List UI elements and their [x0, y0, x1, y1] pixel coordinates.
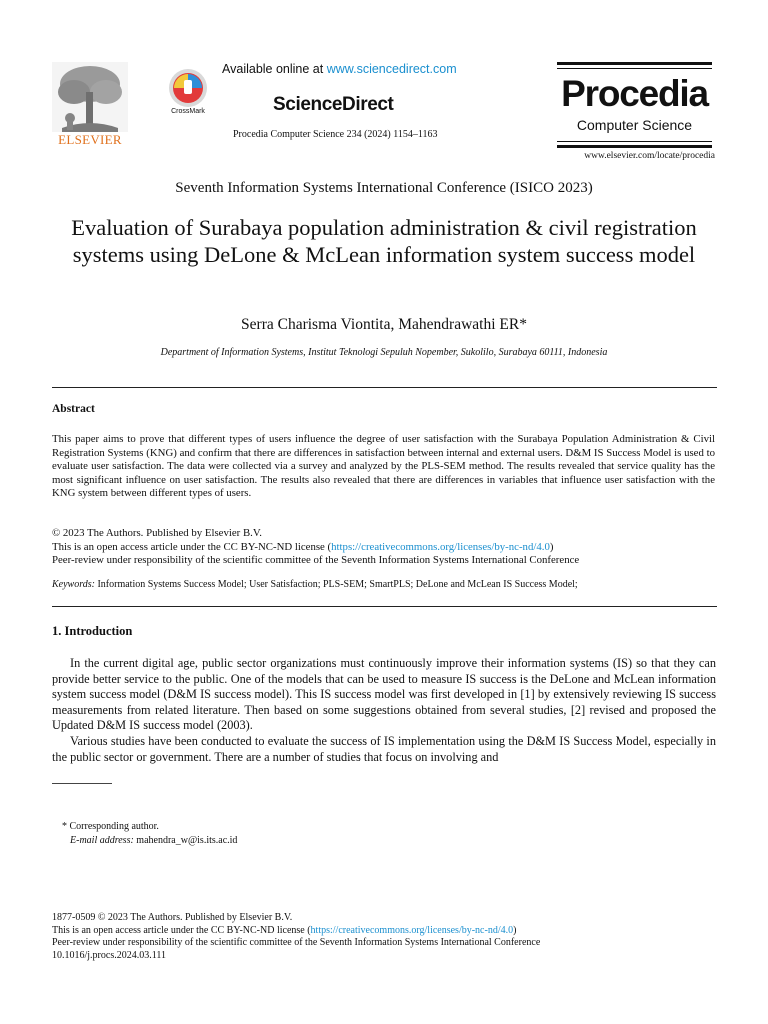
doi-line[interactable]: 10.1016/j.procs.2024.03.111 [52, 949, 166, 961]
author-list: Serra Charisma Viontita, Mahendrawathi ER* [241, 316, 527, 333]
procedia-subtitle: Computer Science [576, 117, 693, 133]
bottom-license-line [52, 925, 722, 938]
abstract-heading: Abstract [52, 403, 95, 415]
license-link[interactable]: https://creativecommons.org/licenses/by-nc-nd/4.0 [331, 540, 550, 553]
section-heading-introduction: 1. Introduction [52, 624, 133, 638]
bottom-publication-info [52, 912, 722, 962]
copyright-block [52, 527, 715, 568]
corresponding-author-note: * Corresponding author. [62, 821, 159, 832]
intro-paragraph: In the current digital age, public sector organizations must continuously improve their information systems (IS) so that they can provide better service to the public. One of the models that can be used to measure IS success is the DeLone and McLean information system success model (D&M IS success model). This IS success model was first developed in [1] by extensively reviewing IS success measurements from related literature. Then based on some suggestions obtained from several studies, [2] revised and proposed the Updated D&M IS success model (2003). [52, 656, 716, 733]
license-line [52, 541, 715, 555]
available-online-line [222, 62, 457, 76]
abstract-body: This paper aims to prove that different types of users influence the degree of user satisfaction with the Surabaya Population Administration & Civil Registration Systems (KNG) and confirm that there are differences in satisfaction between internal and external users. D&M IS Success Model is used to evaluate user satisfaction. The data were collected via a survey and analyzed by the PLS-SEM method. The results revealed that service quality has the most significant influence on user satisfaction. The results also revealed that there are differences in variables that influence user satisfaction with the KNG system between different types of users. [52, 433, 715, 500]
footnote-divider [52, 783, 112, 784]
keywords-label: Keywords: [52, 579, 95, 590]
affiliation: Department of Information Systems, Institut Teknologi Sepuluh Nopember, Sukolilo, Surabaya 60111, Indonesia [160, 347, 608, 358]
email-line [62, 834, 237, 848]
bottom-license-suffix: ) [513, 924, 517, 936]
journal-reference: Procedia Computer Science 234 (2024) 1154–1163 [233, 129, 438, 140]
bottom-license-link[interactable]: https://creativecommons.org/licenses/by-nc-nd/4.0 [310, 924, 514, 936]
procedia-url[interactable]: www.elsevier.com/locate/procedia [584, 151, 715, 161]
introduction-body [52, 656, 716, 765]
paper-title: Evaluation of Surabaya population administration & civil registration systems using DeLone & McLean information system success model [71, 215, 697, 267]
email-address[interactable]: mahendra_w@is.its.ac.id [133, 834, 238, 846]
copyright-line: © 2023 The Authors. Published by Elsevier B.V. [52, 527, 262, 539]
procedia-title: Procedia [561, 73, 708, 114]
intro-paragraph: Various studies have been conducted to evaluate the success of IS implementation using the D&M IS Success Model, especially in the public sector or government. There are a number of studies that focus on involving and [52, 733, 716, 764]
keywords-text: Information Systems Success Model; User Satisfaction; PLS-SEM; SmartPLS; DeLone and McLean IS Success Model; [94, 579, 578, 590]
available-prefix: Available online at [222, 62, 327, 76]
peer-review-line: Peer-review under responsibility of the scientific committee of the Seventh Information Systems International Conference [52, 554, 580, 567]
crossmark-label: CrossMark [171, 108, 205, 115]
license-prefix: This is an open access article under the CC BY-NC-ND license ( [52, 540, 332, 553]
email-label: E-mail address: [70, 834, 134, 846]
elsevier-wordmark: ELSEVIER [58, 132, 122, 147]
conference-name: Seventh Information Systems International Conference (ISICO 2023) [175, 180, 593, 196]
bottom-peer-review-line: Peer-review under responsibility of the scientific committee of the Seventh Information Systems International Conference [52, 937, 541, 949]
bottom-license-prefix: This is an open access article under the CC BY-NC-ND license ( [52, 924, 311, 936]
keywords-line [52, 579, 715, 590]
top-divider [52, 387, 717, 388]
abstract-divider [52, 606, 717, 607]
issn-line: 1877-0509 © 2023 The Authors. Published by Elsevier B.V. [52, 912, 293, 923]
sciencedirect-link[interactable]: www.sciencedirect.com [326, 62, 457, 76]
footnote [62, 820, 237, 847]
sciencedirect-brand: ScienceDirect [273, 94, 394, 115]
license-suffix: ) [549, 540, 554, 553]
